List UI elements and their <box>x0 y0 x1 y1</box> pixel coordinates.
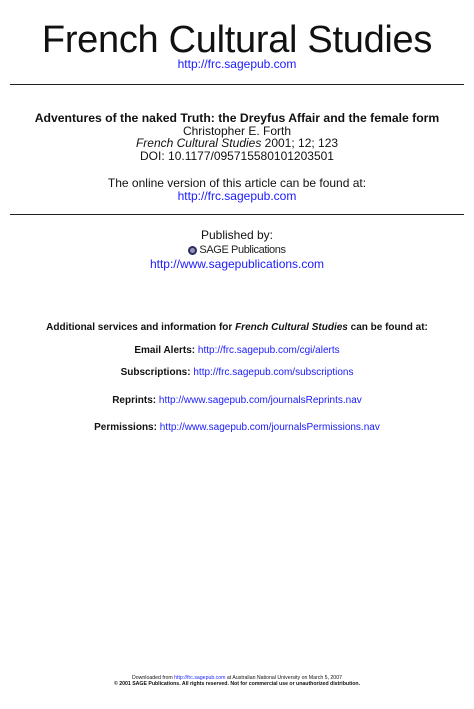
citation-journal: French Cultural Studies <box>135 136 262 150</box>
middle-rule <box>10 214 464 215</box>
article-doi: DOI: 10.1177/095715580101203501 <box>140 148 334 163</box>
permissions-link[interactable]: http://www.sagepub.com/journalsPermissions.nav <box>159 422 380 433</box>
email-alerts-link[interactable]: http://frc.sagepub.com/cgi/alerts <box>197 345 340 356</box>
journal-url-link[interactable]: http://frc.sagepub.com <box>177 57 297 71</box>
top-rule <box>10 84 464 85</box>
services-heading-journal: French Cultural Studies <box>235 322 348 333</box>
publisher-logo-text: SAGE Publications <box>199 244 286 256</box>
services-heading <box>0 322 474 333</box>
download-footer <box>0 675 474 687</box>
services-heading-prefix: Additional services and information for <box>46 322 236 333</box>
publisher-logo <box>188 244 285 257</box>
service-permissions <box>0 422 474 433</box>
subscriptions-label: Subscriptions: <box>120 367 191 378</box>
downloaded-link[interactable]: http://frc.sagepub.com <box>174 675 226 681</box>
reprints-label: Reprints: <box>112 395 157 406</box>
online-version-block <box>0 177 474 203</box>
copyright-line: © 2001 SAGE Publications. All rights reserved. Not for commercial use or unauthorized distribution. <box>113 681 361 687</box>
publisher-link[interactable]: http://www.sagepublications.com <box>149 257 325 271</box>
service-email-alerts <box>0 345 474 356</box>
services-heading-suffix: can be found at: <box>347 322 428 333</box>
journal-title: French Cultural Studies <box>41 19 433 61</box>
subscriptions-link[interactable]: http://frc.sagepub.com/subscriptions <box>193 367 354 378</box>
published-by-label: Published by: <box>200 228 274 242</box>
sage-logo-icon <box>188 246 197 255</box>
reprints-link[interactable]: http://www.sagepub.com/journalsReprints.nav <box>158 395 362 406</box>
downloaded-prefix: Downloaded from <box>132 675 175 681</box>
article-author: Christopher E. Forth <box>182 123 292 138</box>
journal-url <box>0 57 474 71</box>
article-title: Adventures of the naked Truth: the Dreyfus Affair and the female form <box>34 111 440 125</box>
online-version-text: The online version of this article can be found at: <box>107 176 367 190</box>
article-block <box>0 112 474 162</box>
downloaded-suffix: at Australian National University on March 5, 2007 <box>225 675 342 681</box>
service-subscriptions <box>0 367 474 378</box>
publisher-block <box>0 229 474 271</box>
citation-details: 2001; 12; 123 <box>261 136 339 150</box>
online-version-link[interactable]: http://frc.sagepub.com <box>177 189 297 203</box>
service-reprints <box>0 395 474 406</box>
article-citation <box>0 137 474 150</box>
email-alerts-label: Email Alerts: <box>134 345 196 356</box>
permissions-label: Permissions: <box>94 422 157 433</box>
